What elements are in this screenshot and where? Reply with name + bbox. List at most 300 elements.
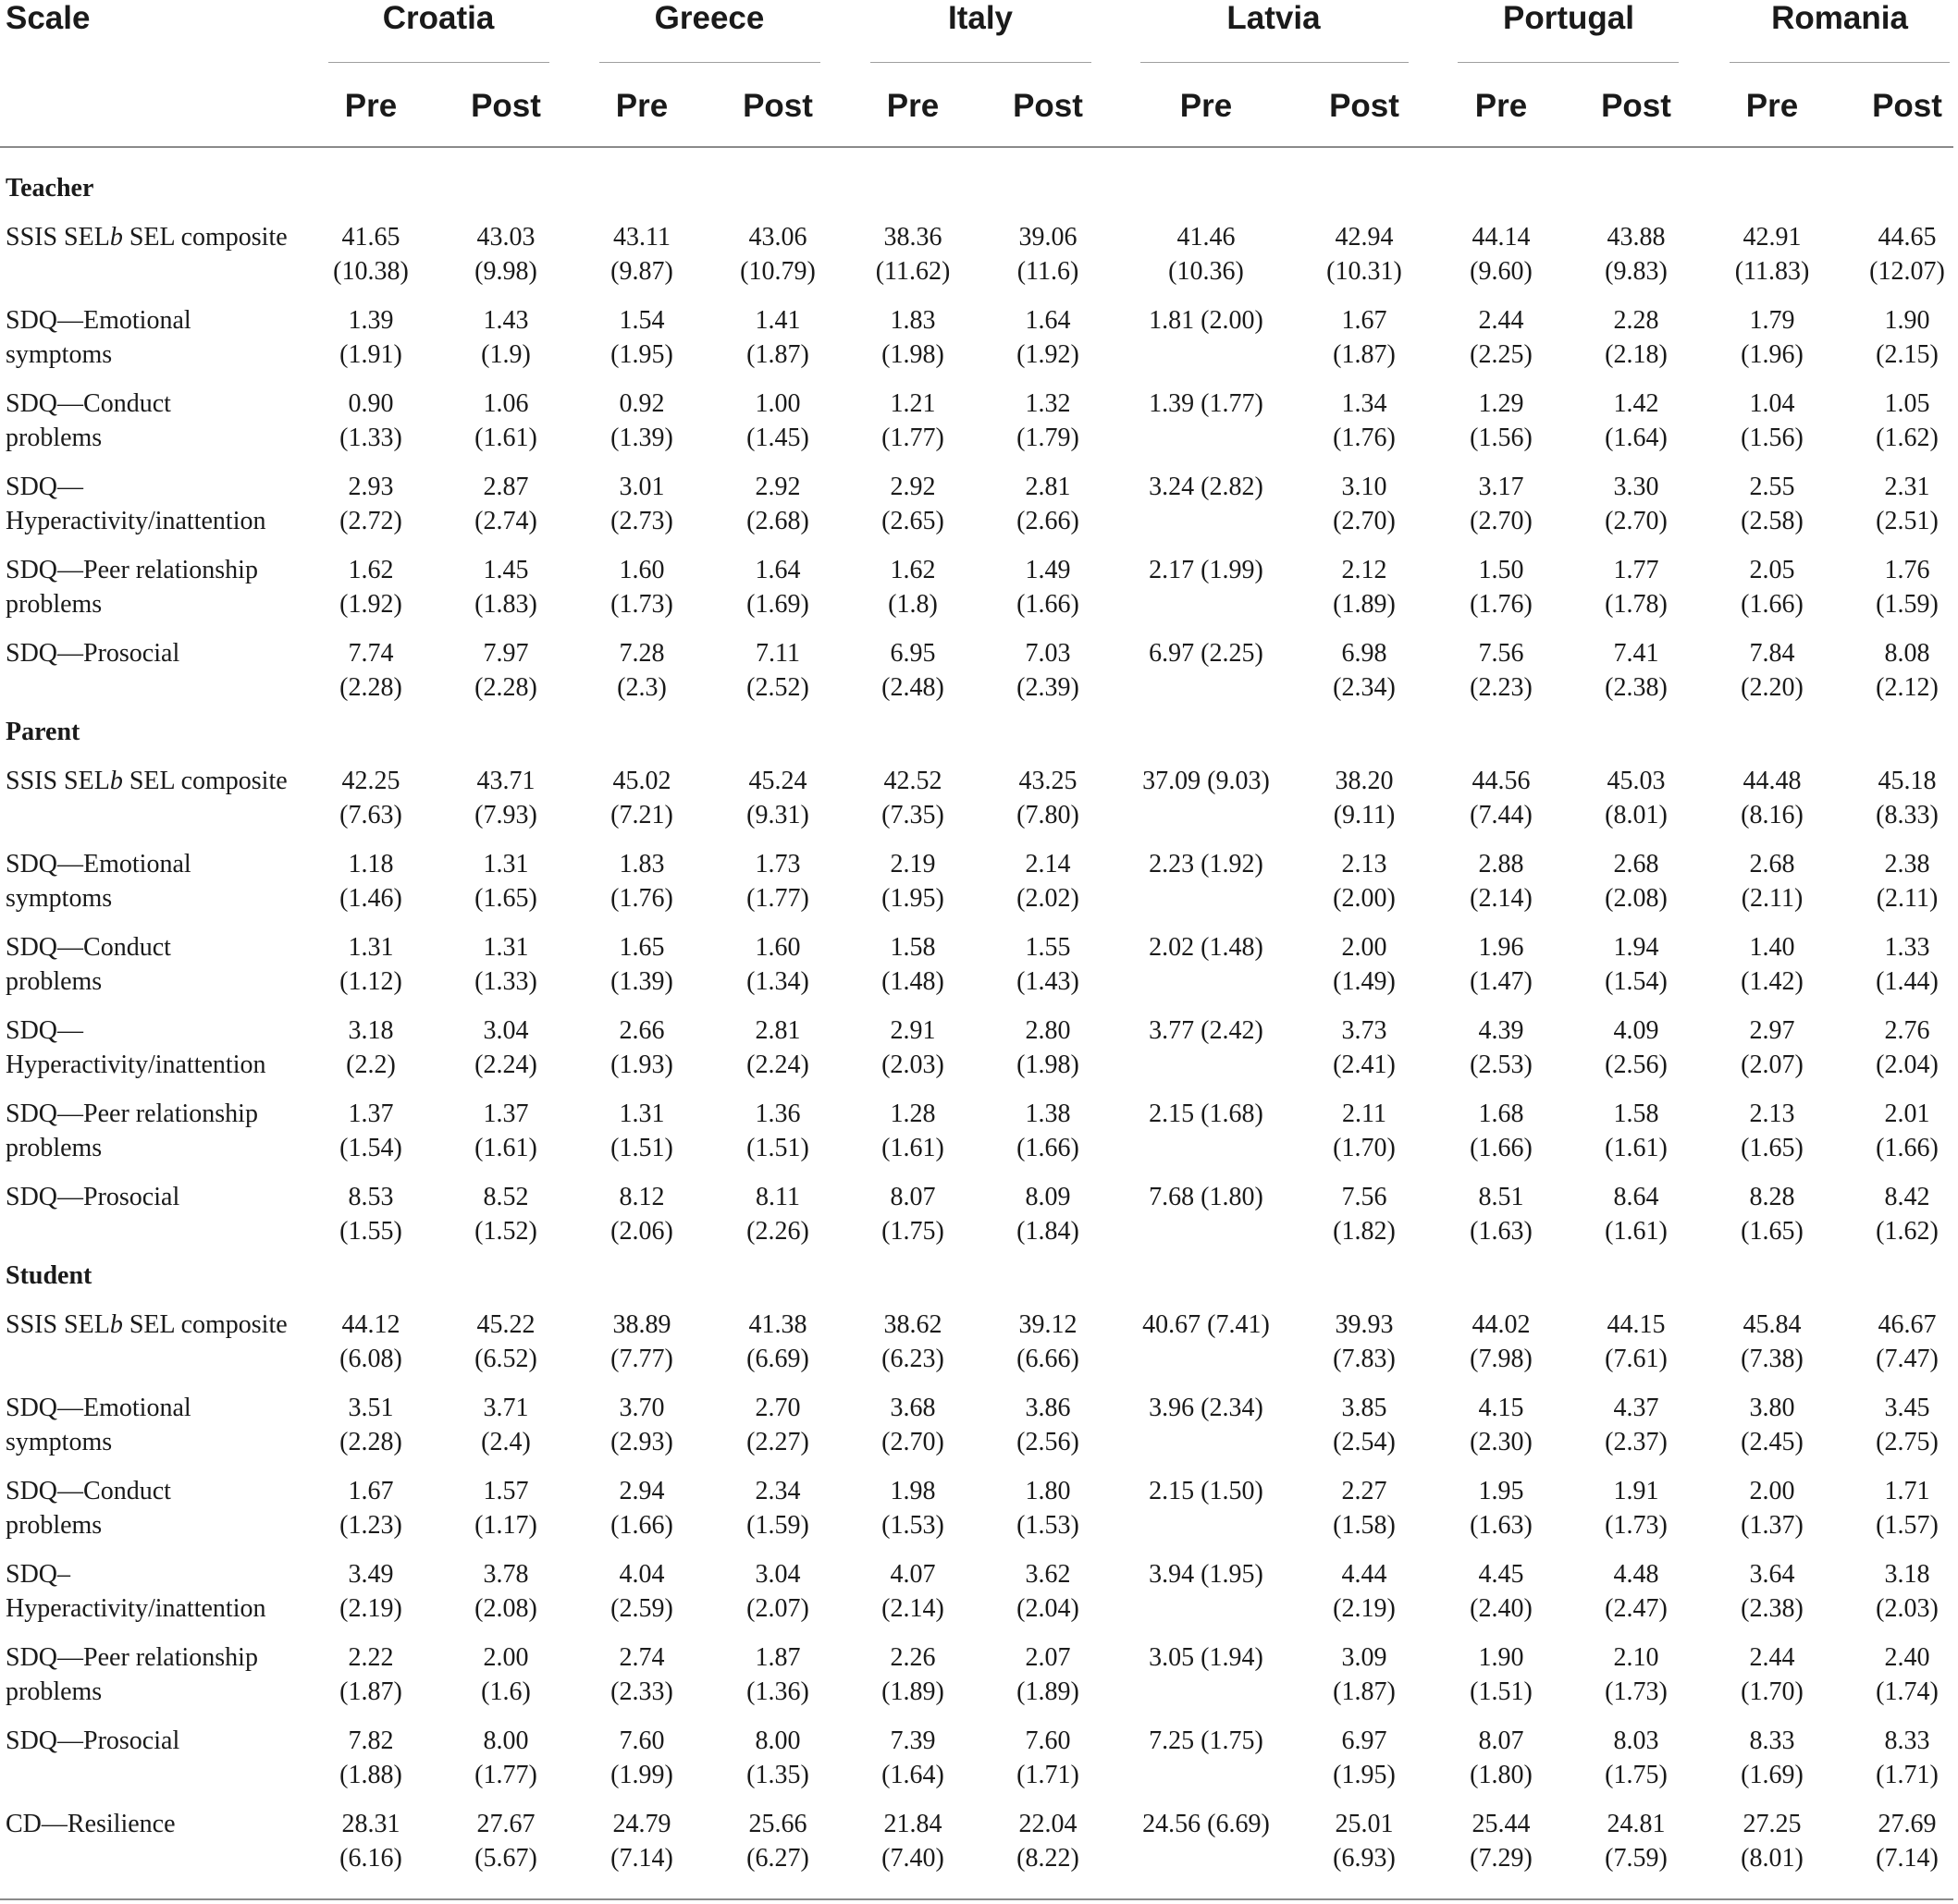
row-label-line: SDQ—Conduct xyxy=(6,389,171,418)
cell-line: (2.28) xyxy=(474,673,537,702)
cell-line: (9.83) xyxy=(1605,257,1668,286)
cell-line: (1.61) xyxy=(1605,1134,1668,1162)
table-cell xyxy=(1824,220,1958,289)
row-label-line: SDQ—Emotional xyxy=(6,1394,191,1422)
pre-column-header: Pre xyxy=(886,88,940,124)
cell-line: (8.16) xyxy=(1741,801,1804,829)
row-label-line: problems xyxy=(6,1511,103,1540)
cell-line: 0.90 xyxy=(348,389,394,418)
table-cell xyxy=(1123,636,1289,670)
cell-line: 2.13 xyxy=(1341,850,1387,878)
cell-line: (2.02) xyxy=(1016,884,1079,913)
cell-line: (1.78) xyxy=(1605,590,1668,619)
cell-line: 2.28 xyxy=(1613,306,1659,335)
cell-line: (1.12) xyxy=(339,967,402,996)
cell-line: (1.61) xyxy=(474,1134,537,1162)
cell-line: (7.83) xyxy=(1333,1345,1396,1373)
country-group-rule xyxy=(870,62,1091,63)
table-cell xyxy=(965,553,1131,621)
cell-line: 2.81 xyxy=(1025,473,1071,501)
cell-line: 1.37 xyxy=(483,1099,529,1128)
table-cell xyxy=(1123,553,1289,587)
cell-line: 2.38 xyxy=(1884,850,1930,878)
cell-line: (12.07) xyxy=(1869,257,1945,286)
cell-line: (2.70) xyxy=(1470,507,1533,535)
cell-line: (1.48) xyxy=(881,967,944,996)
cell-line: 1.71 xyxy=(1884,1477,1930,1505)
cell-line: 38.89 xyxy=(612,1310,671,1339)
cell-line: (1.49) xyxy=(1333,967,1396,996)
cell-line: 38.62 xyxy=(883,1310,942,1339)
cell-line: (2.52) xyxy=(746,673,809,702)
cell-line: 8.42 xyxy=(1884,1183,1930,1211)
cell-line: (2.65) xyxy=(881,507,944,535)
post-column-header: Post xyxy=(743,88,813,124)
cell-line: (1.95) xyxy=(881,884,944,913)
row-label-line: problems xyxy=(6,1134,103,1162)
cell-line: 3.10 xyxy=(1341,473,1387,501)
cell-line: 3.68 xyxy=(890,1394,936,1422)
cell-line: 1.94 xyxy=(1613,933,1659,962)
cell-line: 8.53 xyxy=(348,1183,394,1211)
cell-line: (10.31) xyxy=(1326,257,1402,286)
cell-line: (1.39) xyxy=(610,424,673,452)
row-label-line: SDQ— xyxy=(6,473,84,501)
cell-line: 1.90 xyxy=(1884,306,1930,335)
cell-line: 2.12 xyxy=(1341,556,1387,584)
cell-line: (1.35) xyxy=(746,1761,809,1789)
cell-line: 1.42 xyxy=(1613,389,1659,418)
cell-line: (11.62) xyxy=(875,257,951,286)
cell-line: 3.64 xyxy=(1749,1560,1795,1589)
table-cell xyxy=(965,1013,1131,1082)
country-header: Romania xyxy=(1771,0,1908,36)
cell-line: (1.71) xyxy=(1016,1761,1079,1789)
header-bottom-rule xyxy=(0,146,1953,148)
cell-line: (1.77) xyxy=(881,424,944,452)
cell-line: 3.73 xyxy=(1341,1016,1387,1045)
cell-line: 0.92 xyxy=(619,389,665,418)
table-cell xyxy=(1824,1474,1958,1542)
table-bottom-rule xyxy=(0,1898,1953,1900)
cell-line: 1.57 xyxy=(483,1477,529,1505)
cell-line: (1.56) xyxy=(1470,424,1533,452)
cell-line: (2.39) xyxy=(1016,673,1079,702)
cell-line: (11.83) xyxy=(1734,257,1810,286)
row-label-line: SDQ—Peer relationship xyxy=(6,1099,258,1128)
cell-line: 1.06 xyxy=(483,389,529,418)
cell-line: 2.17 (1.99) xyxy=(1149,556,1263,584)
cell-line: 2.14 xyxy=(1025,850,1071,878)
cell-line: 39.06 xyxy=(1018,223,1078,252)
cell-line: 2.01 xyxy=(1884,1099,1930,1128)
cell-line: (2.20) xyxy=(1741,673,1804,702)
cell-line: 7.56 xyxy=(1341,1183,1387,1211)
cell-line: 4.39 xyxy=(1478,1016,1524,1045)
cell-line: (1.76) xyxy=(1470,590,1533,619)
cell-line: 1.76 xyxy=(1884,556,1930,584)
table-cell xyxy=(1824,387,1958,455)
cell-line: (1.61) xyxy=(1605,1217,1668,1246)
row-label-line: SDQ—Conduct xyxy=(6,1477,171,1505)
cell-line: (10.36) xyxy=(1168,257,1244,286)
table-cell xyxy=(1824,1013,1958,1082)
cell-line: 1.87 xyxy=(755,1643,801,1672)
cell-line: 1.67 xyxy=(1341,306,1387,335)
row-label xyxy=(6,553,258,621)
cell-line: 2.27 xyxy=(1341,1477,1387,1505)
cell-line: 45.84 xyxy=(1742,1310,1802,1339)
cell-line: 2.00 xyxy=(483,1643,529,1672)
cell-line: 1.60 xyxy=(619,556,665,584)
cell-line: 44.56 xyxy=(1472,767,1531,795)
table-cell xyxy=(965,1640,1131,1709)
cell-line: (1.58) xyxy=(1333,1511,1396,1540)
pre-column-header: Pre xyxy=(344,88,398,124)
cell-line: 2.44 xyxy=(1478,306,1524,335)
cell-line: (1.63) xyxy=(1470,1511,1533,1540)
cell-line: (1.63) xyxy=(1470,1217,1533,1246)
cell-line: (2.3) xyxy=(617,673,667,702)
cell-line: (9.98) xyxy=(474,257,537,286)
cell-line: 2.07 xyxy=(1025,1643,1071,1672)
cell-line: 1.65 xyxy=(619,933,665,962)
row-label-line: Hyperactivity/inattention xyxy=(6,507,266,535)
cell-line: 44.02 xyxy=(1472,1310,1531,1339)
cell-line: 44.14 xyxy=(1472,223,1531,252)
cell-line: 2.02 (1.48) xyxy=(1149,933,1263,962)
cell-line: (2.19) xyxy=(339,1594,402,1623)
cell-line: 1.62 xyxy=(348,556,394,584)
cell-line: 2.15 (1.50) xyxy=(1149,1477,1263,1505)
cell-line: 1.54 xyxy=(619,306,665,335)
cell-line: 2.76 xyxy=(1884,1016,1930,1045)
row-label xyxy=(6,847,191,915)
cell-line: (9.87) xyxy=(610,257,673,286)
cell-line: 3.09 xyxy=(1341,1643,1387,1672)
cell-line: 27.67 xyxy=(476,1810,536,1838)
cell-line: 39.12 xyxy=(1018,1310,1078,1339)
row-label-line: problems xyxy=(6,967,103,996)
cell-line: (7.40) xyxy=(881,1844,944,1873)
table-cell xyxy=(1123,1013,1289,1048)
cell-line: 1.64 xyxy=(1025,306,1071,335)
cell-line: 6.95 xyxy=(890,639,936,668)
cell-line: (2.70) xyxy=(1605,507,1668,535)
cell-line: (1.64) xyxy=(1605,424,1668,452)
cell-line: 1.83 xyxy=(890,306,936,335)
cell-line: (2.19) xyxy=(1333,1594,1396,1623)
cell-line: (1.95) xyxy=(610,340,673,369)
table-cell xyxy=(965,387,1131,455)
cell-line: 22.04 xyxy=(1018,1810,1078,1838)
cell-line: (1.77) xyxy=(746,884,809,913)
cell-line: 3.04 xyxy=(483,1016,529,1045)
cell-line: (6.52) xyxy=(474,1345,537,1373)
cell-line: (1.79) xyxy=(1016,424,1079,452)
cell-line: (1.66) xyxy=(1016,1134,1079,1162)
cell-line: 2.00 xyxy=(1749,1477,1795,1505)
cell-line: 38.36 xyxy=(883,223,942,252)
cell-line: 1.45 xyxy=(483,556,529,584)
cell-line: 41.46 xyxy=(1176,223,1236,252)
cell-line: 2.93 xyxy=(348,473,394,501)
cell-line: 43.06 xyxy=(748,223,807,252)
cell-line: 8.11 xyxy=(756,1183,800,1211)
pre-column-header: Pre xyxy=(1179,88,1233,124)
row-label-line: SDQ– xyxy=(6,1560,71,1589)
cell-line: (1.89) xyxy=(1333,590,1396,619)
country-header: Croatia xyxy=(382,0,495,36)
cell-line: (2.4) xyxy=(481,1428,531,1456)
post-column-header: Post xyxy=(1329,88,1399,124)
cell-line: (1.70) xyxy=(1741,1677,1804,1706)
cell-line: 8.12 xyxy=(619,1183,665,1211)
cell-line: 8.33 xyxy=(1749,1726,1795,1755)
cell-line: 8.03 xyxy=(1613,1726,1659,1755)
cell-line: 3.05 (1.94) xyxy=(1149,1643,1263,1672)
cell-line: (9.60) xyxy=(1470,257,1533,286)
cell-line: 1.41 xyxy=(755,306,801,335)
italic-subscript: b xyxy=(109,767,123,795)
cell-line: (2.30) xyxy=(1470,1428,1533,1456)
cell-line: (7.35) xyxy=(881,801,944,829)
cell-line: (2.74) xyxy=(474,507,537,535)
table-cell xyxy=(965,636,1131,705)
table-cell xyxy=(1123,1097,1289,1131)
cell-line: (7.59) xyxy=(1605,1844,1668,1873)
cell-line: (1.91) xyxy=(339,340,402,369)
cell-line: (1.88) xyxy=(339,1761,402,1789)
cell-line: (1.46) xyxy=(339,884,402,913)
country-group-rule xyxy=(1140,62,1409,63)
cell-line: 2.15 (1.68) xyxy=(1149,1099,1263,1128)
table-cell xyxy=(965,847,1131,915)
cell-line: (1.52) xyxy=(474,1217,537,1246)
cell-line: 4.09 xyxy=(1613,1016,1659,1045)
cell-line: 1.31 xyxy=(348,933,394,962)
cell-line: (8.22) xyxy=(1016,1844,1079,1873)
row-label xyxy=(6,470,265,538)
cell-line: 1.40 xyxy=(1749,933,1795,962)
row-label xyxy=(6,387,171,455)
cell-line: 1.81 (2.00) xyxy=(1149,306,1263,335)
cell-line: 45.18 xyxy=(1878,767,1937,795)
cell-line: 2.70 xyxy=(755,1394,801,1422)
cell-line: (7.29) xyxy=(1470,1844,1533,1873)
cell-line: (7.77) xyxy=(610,1345,673,1373)
cell-line: (1.66) xyxy=(1876,1134,1939,1162)
cell-line: (2.07) xyxy=(1741,1050,1804,1079)
country-group-rule xyxy=(1458,62,1679,63)
cell-line: (2.38) xyxy=(1605,673,1668,702)
cell-line: 6.98 xyxy=(1341,639,1387,668)
cell-line: 1.21 xyxy=(890,389,936,418)
cell-line: (1.75) xyxy=(1605,1761,1668,1789)
cell-line: 1.34 xyxy=(1341,389,1387,418)
table-cell xyxy=(965,1474,1131,1542)
cell-line: 8.64 xyxy=(1613,1183,1659,1211)
cell-line: 7.39 xyxy=(890,1726,936,1755)
cell-line: (1.75) xyxy=(881,1217,944,1246)
cell-line: 1.79 xyxy=(1749,306,1795,335)
cell-line: (1.69) xyxy=(746,590,809,619)
cell-line: (2.23) xyxy=(1470,673,1533,702)
cell-line: 25.01 xyxy=(1335,1810,1394,1838)
cell-line: (1.66) xyxy=(1470,1134,1533,1162)
cell-line: (2.75) xyxy=(1876,1428,1939,1456)
cell-line: 2.55 xyxy=(1749,473,1795,501)
table-cell xyxy=(965,220,1131,289)
cell-line: (1.99) xyxy=(610,1761,673,1789)
country-header: Portugal xyxy=(1503,0,1634,36)
cell-line: (10.38) xyxy=(333,257,409,286)
cell-line: (1.57) xyxy=(1876,1511,1939,1540)
cell-line: 3.49 xyxy=(348,1560,394,1589)
cell-line: 44.15 xyxy=(1607,1310,1666,1339)
cell-line: (1.98) xyxy=(881,340,944,369)
cell-line: (2.58) xyxy=(1741,507,1804,535)
cell-line: 43.71 xyxy=(476,767,536,795)
cell-line: (8.33) xyxy=(1876,801,1939,829)
cell-line: (2.07) xyxy=(746,1594,809,1623)
cell-line: 1.18 xyxy=(348,850,394,878)
cell-line: 1.83 xyxy=(619,850,665,878)
cell-line: (2.11) xyxy=(1876,884,1939,913)
cell-line: 2.13 xyxy=(1749,1099,1795,1128)
cell-line: (1.36) xyxy=(746,1677,809,1706)
row-label-line: symptoms xyxy=(6,884,113,913)
table-cell xyxy=(1824,764,1958,832)
cell-line: (2.04) xyxy=(1016,1594,1079,1623)
country-group-rule xyxy=(328,62,549,63)
cell-line: (2.73) xyxy=(610,507,673,535)
cell-line: 2.81 xyxy=(755,1016,801,1045)
cell-line: (1.89) xyxy=(1016,1677,1079,1706)
country-header: Italy xyxy=(947,0,1014,36)
cell-line: (1.54) xyxy=(339,1134,402,1162)
cell-line: (9.31) xyxy=(746,801,809,829)
cell-line: (1.76) xyxy=(1333,424,1396,452)
row-label xyxy=(6,1724,179,1758)
cell-line: 1.29 xyxy=(1478,389,1524,418)
row-label xyxy=(6,636,179,670)
cell-line: (1.55) xyxy=(339,1217,402,1246)
country-header: Latvia xyxy=(1226,0,1321,36)
cell-line: (2.03) xyxy=(881,1050,944,1079)
cell-line: 1.58 xyxy=(890,933,936,962)
cell-line: (2.38) xyxy=(1741,1594,1804,1623)
cell-line: (1.51) xyxy=(1470,1677,1533,1706)
cell-line: (2.25) xyxy=(1470,340,1533,369)
cell-line: 3.17 xyxy=(1478,473,1524,501)
row-label xyxy=(6,1640,258,1709)
cell-line: (7.38) xyxy=(1741,1345,1804,1373)
section-title: Teacher xyxy=(6,174,94,203)
row-label: SSIS SELb SEL composite xyxy=(6,1310,288,1339)
table-cell xyxy=(1824,1724,1958,1792)
cell-line: 8.33 xyxy=(1884,1726,1930,1755)
cell-line: (1.87) xyxy=(746,340,809,369)
row-label-line: SDQ— xyxy=(6,1016,84,1045)
cell-line: (7.80) xyxy=(1016,801,1079,829)
cell-line: 2.68 xyxy=(1749,850,1795,878)
cell-line: 37.09 (9.03) xyxy=(1142,767,1270,795)
cell-line: (2.18) xyxy=(1605,340,1668,369)
cell-line: (1.71) xyxy=(1876,1761,1939,1789)
cell-line: (7.44) xyxy=(1470,801,1533,829)
cell-line: (2.14) xyxy=(1470,884,1533,913)
post-column-header: Post xyxy=(1601,88,1671,124)
pre-column-header: Pre xyxy=(615,88,669,124)
cell-line: 7.68 (1.80) xyxy=(1149,1183,1263,1211)
row-label-line: SDQ—Emotional xyxy=(6,306,191,335)
cell-line: 1.32 xyxy=(1025,389,1071,418)
cell-line: 2.11 xyxy=(1342,1099,1386,1128)
cell-line: 4.15 xyxy=(1478,1394,1524,1422)
country-group-rule xyxy=(599,62,820,63)
cell-line: (1.65) xyxy=(1741,1217,1804,1246)
table-cell xyxy=(965,303,1131,372)
table-cell xyxy=(965,1097,1131,1165)
country-header: Greece xyxy=(654,0,765,36)
cell-line: 45.03 xyxy=(1607,767,1666,795)
cell-line: (1.66) xyxy=(1741,590,1804,619)
table-cell xyxy=(1123,1391,1289,1425)
cell-line: (1.73) xyxy=(1605,1511,1668,1540)
italic-subscript: b xyxy=(109,1310,123,1339)
cell-line: (2.04) xyxy=(1876,1050,1939,1079)
row-label-line: CD—Resilience xyxy=(6,1810,176,1838)
cell-line: 1.43 xyxy=(483,306,529,335)
cell-line: 2.94 xyxy=(619,1477,665,1505)
cell-line: (1.33) xyxy=(474,967,537,996)
cell-line: (2.28) xyxy=(339,673,402,702)
cell-line: 1.58 xyxy=(1613,1099,1659,1128)
cell-line: 41.38 xyxy=(748,1310,807,1339)
cell-line: 7.97 xyxy=(483,639,529,668)
cell-line: 1.50 xyxy=(1478,556,1524,584)
row-label-line: problems xyxy=(6,590,103,619)
row-label-line: SDQ—Prosocial xyxy=(6,1726,180,1755)
table-cell xyxy=(1123,470,1289,504)
cell-line: 8.00 xyxy=(483,1726,529,1755)
cell-line: 2.74 xyxy=(619,1643,665,1672)
cell-line: (1.65) xyxy=(1741,1134,1804,1162)
row-label xyxy=(6,1180,179,1214)
pre-column-header: Pre xyxy=(1745,88,1799,124)
table-cell xyxy=(965,930,1131,999)
cell-line: (1.59) xyxy=(746,1511,809,1540)
cell-line: (1.9) xyxy=(481,340,531,369)
table-cell xyxy=(1824,1807,1958,1875)
row-label: SSIS SELb SEL composite xyxy=(6,223,288,252)
cell-line: 4.45 xyxy=(1478,1560,1524,1589)
cell-line: (7.93) xyxy=(474,801,537,829)
cell-line: (1.64) xyxy=(881,1761,944,1789)
cell-line: 42.94 xyxy=(1335,223,1394,252)
table-cell xyxy=(1123,1180,1289,1214)
cell-line: 41.65 xyxy=(341,223,400,252)
cell-line: (2.34) xyxy=(1333,673,1396,702)
cell-line: (1.73) xyxy=(1605,1677,1668,1706)
cell-line: 2.88 xyxy=(1478,850,1524,878)
cell-line: 27.69 xyxy=(1878,1810,1937,1838)
row-label-line: Hyperactivity/inattention xyxy=(6,1050,266,1079)
table-cell xyxy=(1123,1807,1289,1841)
cell-line: (9.11) xyxy=(1333,801,1396,829)
table-cell xyxy=(1824,847,1958,915)
